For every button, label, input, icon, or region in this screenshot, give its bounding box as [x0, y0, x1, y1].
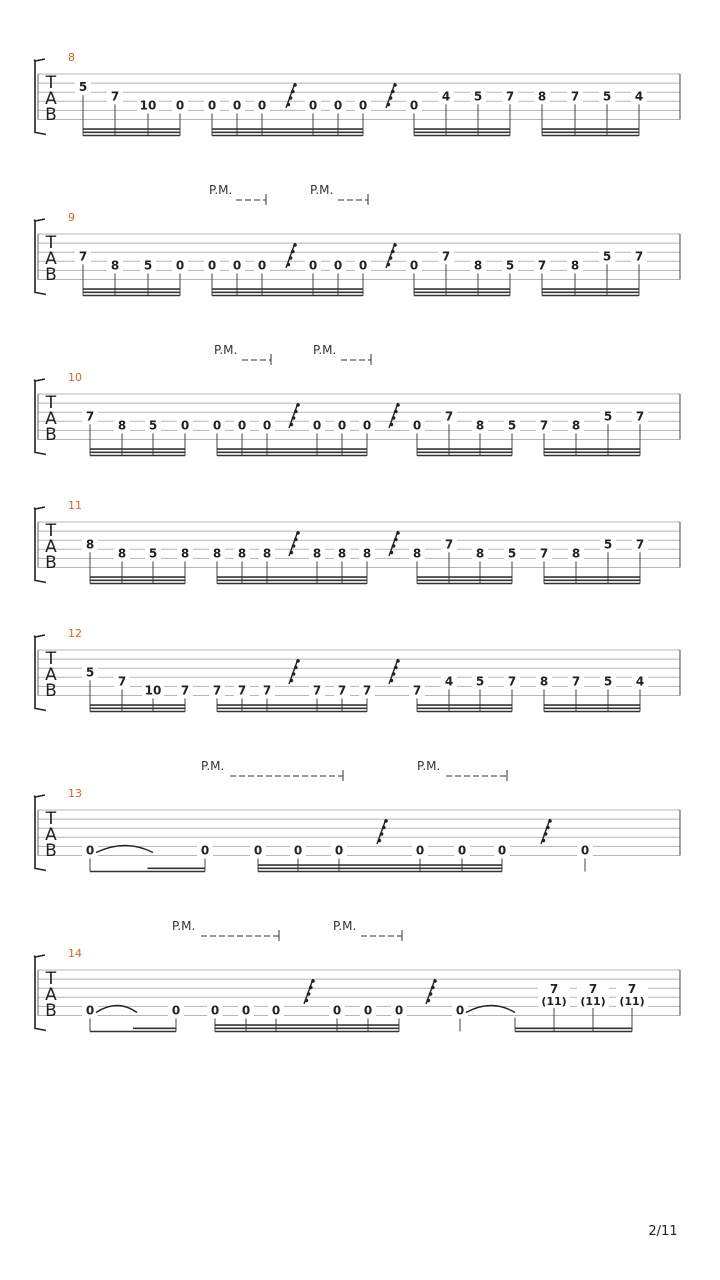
chord-ghost-fret: (11): [580, 995, 606, 1008]
fret-number: 0: [85, 843, 95, 858]
tab-system: [34, 627, 680, 712]
fret-number: 7: [635, 409, 645, 424]
fret-number: 7: [537, 258, 547, 273]
fret-number: 0: [312, 418, 322, 433]
fret-number: 7: [362, 683, 372, 698]
fret-number: 7: [312, 683, 322, 698]
rest-mark: [389, 531, 400, 556]
tab-clef-letter: B: [45, 1001, 57, 1021]
tab-clef-letter: B: [45, 841, 57, 861]
fret-number: 5: [143, 258, 153, 273]
tab-clef-letter: T: [45, 73, 57, 93]
fret-number: 0: [212, 418, 222, 433]
fret-number: 8: [539, 674, 549, 689]
measure-number: 11: [68, 499, 82, 512]
fret-number: 0: [333, 258, 343, 273]
fret-number: 0: [363, 1003, 373, 1018]
rest-mark: [289, 531, 300, 556]
fret-number: 7: [78, 249, 88, 264]
fret-number: 10: [144, 683, 162, 698]
fret-number: 0: [171, 1003, 181, 1018]
fret-number: 7: [539, 418, 549, 433]
tab-clef-letter: A: [45, 537, 57, 557]
palm-mute-label: P.M.: [172, 919, 196, 933]
tab-clef-letter: B: [45, 553, 57, 573]
fret-number: 8: [475, 546, 485, 561]
rest-mark: [289, 403, 300, 428]
fret-number: 8: [473, 258, 483, 273]
fret-number: 8: [571, 418, 581, 433]
palm-mute-label: P.M.: [310, 183, 334, 197]
fret-number: 8: [85, 537, 95, 552]
fret-number: 0: [362, 418, 372, 433]
fret-number: 7: [635, 537, 645, 552]
chord-top-fret: 7: [588, 982, 598, 996]
tab-system: [34, 947, 680, 1032]
measure-number: 13: [68, 787, 82, 800]
tab-clef-letter: A: [45, 249, 57, 269]
tab-clef-letter: T: [45, 969, 57, 989]
rest-mark: [386, 243, 397, 268]
tab-clef-letter: B: [45, 425, 57, 445]
rest-mark: [386, 83, 397, 108]
fret-number: 7: [539, 546, 549, 561]
fret-number: 7: [180, 683, 190, 698]
fret-number: 7: [262, 683, 272, 698]
fret-number: 8: [571, 546, 581, 561]
fret-number: 5: [603, 409, 613, 424]
fret-number: 0: [207, 98, 217, 113]
fret-number: 5: [603, 537, 613, 552]
fret-number: 7: [212, 683, 222, 698]
system-bracket-top: [35, 635, 45, 637]
fret-number: 0: [457, 843, 467, 858]
fret-number: 7: [237, 683, 247, 698]
palm-mute-label: P.M.: [209, 183, 233, 197]
system-bracket-top: [35, 59, 45, 61]
rest-mark: [426, 979, 437, 1004]
fret-number: 0: [394, 1003, 404, 1018]
fret-number: 8: [212, 546, 222, 561]
chord-ghost-fret: (11): [619, 995, 645, 1008]
fret-number: 0: [257, 258, 267, 273]
rest-mark: [304, 979, 315, 1004]
measure-number: 9: [68, 211, 75, 224]
palm-mute-layer: [172, 183, 507, 941]
rest-mark: [286, 243, 297, 268]
palm-mute-marking: [310, 183, 368, 205]
tab-clef-letter: A: [45, 985, 57, 1005]
fret-number: 8: [537, 89, 547, 104]
fret-number: 5: [507, 546, 517, 561]
palm-mute-label: P.M.: [333, 919, 357, 933]
fret-number: 8: [570, 258, 580, 273]
tab-clef-letter: B: [45, 681, 57, 701]
fret-number: 8: [362, 546, 372, 561]
tab-clef-letter: B: [45, 265, 57, 285]
chord-top-fret: 7: [549, 982, 559, 996]
tab-clef-letter: T: [45, 233, 57, 253]
fret-number: 4: [634, 89, 644, 104]
fret-number: 7: [85, 409, 95, 424]
fret-number: 5: [85, 665, 95, 680]
tab-system: [34, 787, 680, 872]
fret-number: 0: [85, 1003, 95, 1018]
rest-mark: [541, 819, 552, 844]
fret-number: 7: [110, 89, 120, 104]
fret-number: 0: [497, 843, 507, 858]
system-bracket-top: [35, 795, 45, 797]
rest-mark: [377, 819, 388, 844]
measure-number: 8: [68, 51, 75, 64]
fret-number: 7: [117, 674, 127, 689]
fret-number: 4: [444, 674, 454, 689]
fret-number: 8: [117, 418, 127, 433]
tab-clef-letter: T: [45, 521, 57, 541]
palm-mute-marking: [172, 919, 279, 941]
fret-number: 0: [207, 258, 217, 273]
fret-number: 7: [337, 683, 347, 698]
fret-number: 0: [409, 98, 419, 113]
fret-number: 0: [308, 98, 318, 113]
fret-number: 5: [78, 80, 88, 95]
palm-mute-label: P.M.: [417, 759, 441, 773]
palm-mute-label: P.M.: [313, 343, 337, 357]
fret-number: 5: [602, 249, 612, 264]
fret-number: 10: [139, 98, 157, 113]
system-bracket-top: [35, 955, 45, 957]
fret-number: 0: [262, 418, 272, 433]
fret-number: 5: [505, 258, 515, 273]
tab-clef-letter: A: [45, 825, 57, 845]
fret-number: 7: [634, 249, 644, 264]
fret-number: 8: [337, 546, 347, 561]
fret-number: 0: [358, 258, 368, 273]
tab-clef-letter: T: [45, 649, 57, 669]
fret-number: 0: [232, 258, 242, 273]
palm-mute-marking: [209, 183, 266, 205]
tab-clef-letter: A: [45, 89, 57, 109]
tab-system: [34, 371, 680, 456]
fret-number: 5: [603, 674, 613, 689]
fret-number: 0: [412, 418, 422, 433]
fret-number: 8: [475, 418, 485, 433]
fret-number: 0: [409, 258, 419, 273]
tab-clef-letter: T: [45, 393, 57, 413]
rest-mark: [389, 403, 400, 428]
fret-number: 0: [257, 98, 267, 113]
systems-layer: [34, 51, 680, 1032]
measure-number: 10: [68, 371, 82, 384]
measure-number: 12: [68, 627, 82, 640]
chord: [577, 982, 609, 1032]
fret-number: 0: [337, 418, 347, 433]
fret-number: 0: [175, 98, 185, 113]
fret-number: 5: [475, 674, 485, 689]
fret-number: 0: [334, 843, 344, 858]
palm-mute-marking: [201, 759, 343, 781]
fret-number: 5: [148, 546, 158, 561]
fret-number: 0: [237, 418, 247, 433]
tab-clef-letter: A: [45, 409, 57, 429]
system-bracket-top: [35, 379, 45, 381]
fret-number: 0: [293, 843, 303, 858]
fret-number: 7: [570, 89, 580, 104]
fret-number: 0: [200, 843, 210, 858]
palm-mute-marking: [333, 919, 402, 941]
fret-number: 0: [308, 258, 318, 273]
rest-mark: [389, 659, 400, 684]
system-bracket-top: [35, 219, 45, 221]
fret-number: 0: [415, 843, 425, 858]
palm-mute-marking: [313, 343, 371, 365]
palm-mute-label: P.M.: [201, 759, 225, 773]
chord: [616, 982, 648, 1032]
chord-ghost-fret: (11): [541, 995, 567, 1008]
measure-number: 14: [68, 947, 82, 960]
fret-number: 7: [505, 89, 515, 104]
fret-number: 7: [444, 409, 454, 424]
fret-number: 5: [473, 89, 483, 104]
rest-mark: [286, 83, 297, 108]
fret-number: 4: [635, 674, 645, 689]
fret-number: 0: [253, 843, 263, 858]
palm-mute-marking: [417, 759, 507, 781]
fret-number: 7: [412, 683, 422, 698]
tab-clef-letter: A: [45, 665, 57, 685]
fret-number: 5: [602, 89, 612, 104]
fret-number: 0: [580, 843, 590, 858]
tab-clef-letter: B: [45, 105, 57, 125]
fret-number: 0: [180, 418, 190, 433]
fret-number: 7: [444, 537, 454, 552]
fret-number: 0: [333, 98, 343, 113]
tab-system: [34, 499, 680, 584]
tab-clef-letter: T: [45, 809, 57, 829]
fret-number: 5: [507, 418, 517, 433]
palm-mute-label: P.M.: [214, 343, 238, 357]
tab-system: [34, 51, 680, 136]
fret-number: 8: [110, 258, 120, 273]
fret-number: 8: [117, 546, 127, 561]
fret-number: 0: [271, 1003, 281, 1018]
fret-number: 0: [175, 258, 185, 273]
page-number: 2/11: [648, 1224, 678, 1239]
fret-number: 0: [232, 98, 242, 113]
fret-number: 0: [358, 98, 368, 113]
fret-number: 5: [148, 418, 158, 433]
chord-top-fret: 7: [627, 982, 637, 996]
fret-number: 0: [210, 1003, 220, 1018]
fret-number: 4: [441, 89, 451, 104]
fret-number: 7: [571, 674, 581, 689]
fret-number: 7: [441, 249, 451, 264]
chord: [538, 982, 570, 1032]
fret-number: 8: [412, 546, 422, 561]
fret-number: 0: [332, 1003, 342, 1018]
fret-number: 8: [312, 546, 322, 561]
system-bracket-top: [35, 507, 45, 509]
fret-number: 7: [507, 674, 517, 689]
fret-number: 0: [241, 1003, 251, 1018]
palm-mute-marking: [214, 343, 271, 365]
rest-mark: [289, 659, 300, 684]
fret-number: 0: [455, 1003, 465, 1018]
fret-number: 8: [262, 546, 272, 561]
fret-number: 8: [237, 546, 247, 561]
tab-system: [34, 211, 680, 296]
fret-number: 8: [180, 546, 190, 561]
